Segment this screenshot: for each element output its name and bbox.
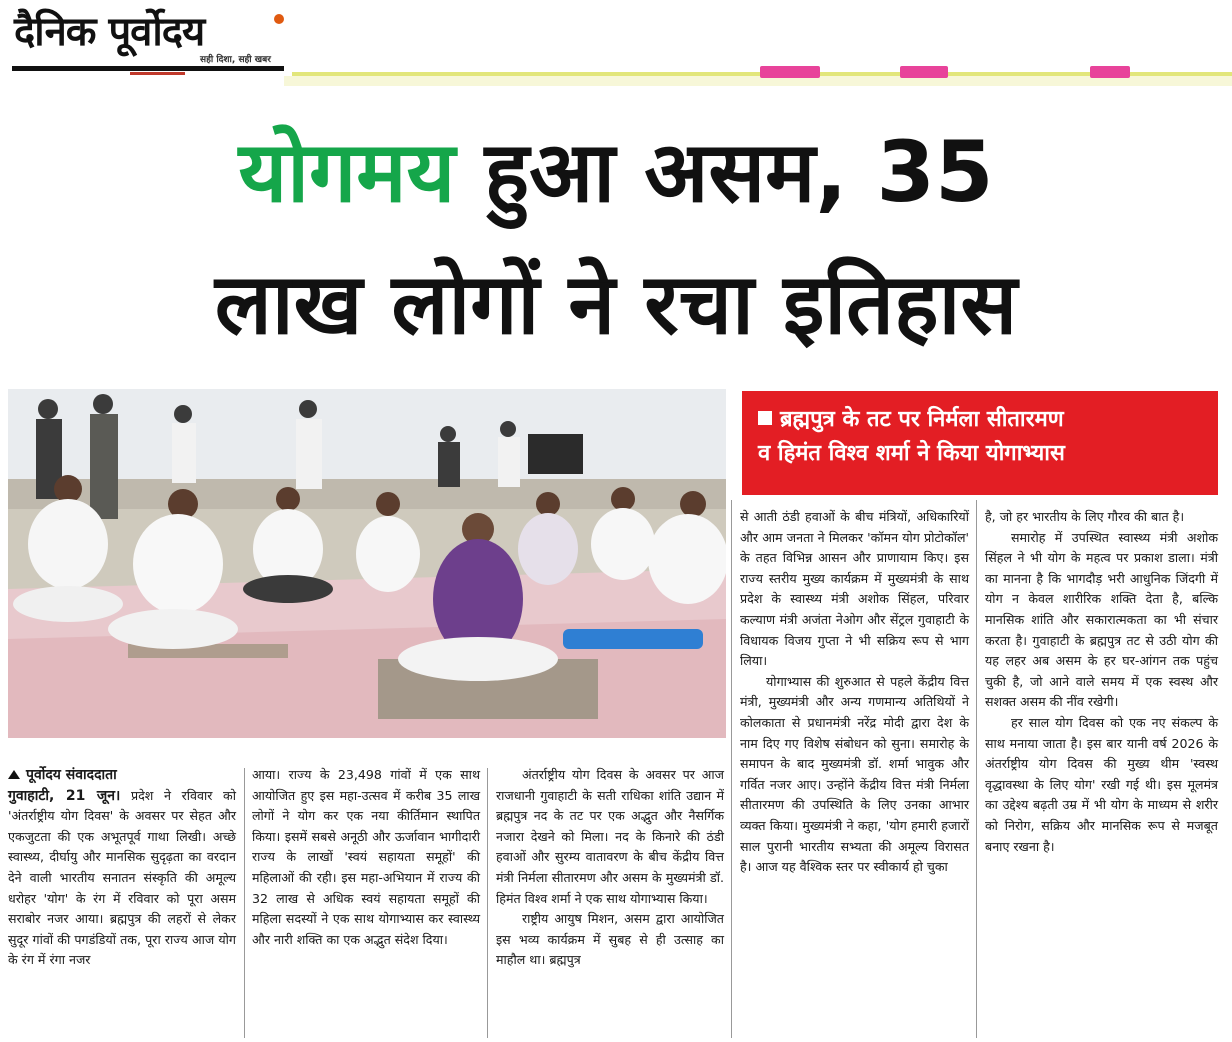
column-divider <box>731 500 732 1038</box>
article-paragraph: समारोह में उपस्थित स्वास्थ्य मंत्री अशोक सिंहल ने भी योग के महत्व पर प्रकाश डाला। मंत्री का मानना है कि भागदौड़ भरी आधुनिक जिंदगी में योग न केवल शारीरिक शक्ति देता है, बल्कि मानसिक शांति और सकारात्मकता का भी संचार करता है। गुवाहाटी के ब्रह्मपुत्र तट से उठी योग की यह लहर अब असम के हर घर-आंगन तक पहुंच चुकी है, जो आने वाले समय में एक स्वस्थ और सशक्त असम की नींव रखेगी। <box>985 529 1218 710</box>
article-text: प्रदेश ने रविवार को 'अंतर्राष्ट्रीय योग दिवस' के अवसर पर सेहत और एकजुटता की एक अभूतपूर्व गाथा लिखी। अच्छे स्वास्थ्य, दीर्घायु और मानसिक सुदृढ़ता का वरदान देने वाली भारतीय सनातन संस्कृति की अमूल्य धरोहर 'योग' के रंग में रविवार को पूरा असम सराबोर नजर आया। ब्रह्मपुत्र की लहरों से लेकर सुदूर गांवों की पगडंडियों तक, पूरा राज्य आज योग के रंग में रंगा नजर <box>8 787 236 968</box>
decorative-mark <box>900 66 948 78</box>
subheadline-line-1: ब्रह्मपुत्र के तट पर निर्मला सीतारमण <box>780 407 1064 432</box>
headline-line-1 <box>0 123 1232 221</box>
logo-accent-rule <box>130 72 185 75</box>
masthead <box>0 0 1232 78</box>
article-column-5 <box>985 507 1218 857</box>
article-column-2 <box>252 765 480 950</box>
article-column-3 <box>496 765 724 971</box>
article-paragraph: अंतर्राष्ट्रीय योग दिवस के अवसर पर आज राजधानी गुवाहाटी के सती राधिका शांति उद्यान में ब्रह्मपुत्र नद के तट पर एक अद्भुत और नैसर्गिक नजारा देखने को मिला। नद के किनारे की ठंडी हवाओं और सुरम्य वातावरण के बीच केंद्रीय वित्त मंत्री निर्मला सीतारमण और असम के मुख्यमंत्री डॉ. हिमंत विश्व शर्मा ने एक साथ योगाभ्यास किया। <box>496 767 724 906</box>
article-column-1 <box>8 765 236 971</box>
decorative-mark <box>1090 66 1130 78</box>
subheadline-box <box>742 391 1218 495</box>
article-paragraph: योगाभ्यास की शुरुआत से पहले केंद्रीय वित्त मंत्री, मुख्यमंत्री और अन्य गणमान्य अतिथियों ने कोलकाता से प्रधानमंत्री नरेंद्र मोदी द्वारा देश के नाम दिए गए विशेष संबोधन को सुना। समारोह के समापन के बाद मुख्यमंत्री डॉ. शर्मा भावुक और गर्वित नजर आए। उन्होंने केंद्रीय वित्त मंत्री निर्मला सीतारमण की उपस्थिति के लिए उनका आभार व्यक्त किया। मुख्यमंत्री ने कहा, 'योग हमारी हजारों साल पुरानी भारतीय सभ्यता की अमूल्य विरासत है। आज यह वैश्विक स्तर पर स्वीकार्य हो चुका <box>740 673 969 875</box>
article-paragraph: से आती ठंडी हवाओं के बीच मंत्रियों, अधिकारियों और आम जनता ने मिलकर 'कॉमन योग प्रोटोकॉल' के तहत विभिन्न आसन और प्राणायाम किए। इस राज्य स्तरीय मुख्य कार्यक्रम में मुख्यमंत्री के साथ प्रदेश के स्वास्थ्य मंत्री अशोक सिंहल, परिवार कल्याण मंत्री अजंता नेओग और सेंट्रल गुवाहाटी के विधायक विजय गुप्ता ने भी सक्रिय रूप से भाग लिया। <box>740 509 969 669</box>
article-paragraph: आया। राज्य के 23,498 गांवों में एक साथ आयोजित हुए इस महा-उत्सव में करीब 35 लाख लोगों ने योग कर एक नया कीर्तिमान स्थापित किया। इसमें सबसे अनूठी और ऊर्जावान भागीदारी राज्य के लाखों 'स्वयं सहायता समूहों' की महिलाओं की रही। इस महा-अभियान में राज्य की 32 लाख से अधिक स्वयं सहायता समूहों की महिला सदस्यों ने एक साथ योगाभ्यास कर स्वास्थ्य और नारी शक्ति का एक अद्भुत संदेश दिया। <box>252 767 480 947</box>
byline-triangle-icon <box>8 770 20 779</box>
decorative-mark <box>760 66 820 78</box>
yoga-event-photo <box>8 389 726 738</box>
newspaper-logo: दैनिक पूर्वोदय <box>14 9 205 55</box>
byline: पूर्वोदय संवाददाता <box>8 765 236 786</box>
article-paragraph: हर साल योग दिवस को एक नए संकल्प के साथ मनाया जाता है। इस बार यानी वर्ष 2026 के अंतर्राष्ट्रीय योग दिवस की मुख्य थीम 'स्वस्थ वृद्धावस्था के लिए योग' रखी गई थी। इस मूलमंत्र का उद्देश्य बढ़ती उम्र में भी योग के माध्यम से शरीर को निरोग, सक्रिय और मानसिक रूप से मजबूत बनाए रखना है। <box>985 714 1218 854</box>
subheadline-line-2: व हिमंत विश्व शर्मा ने किया योगाभ्यास <box>758 441 1065 466</box>
article-paragraph: है, जो हर भारतीय के लिए गौरव की बात है। <box>985 509 1185 524</box>
square-bullet-icon <box>758 411 772 425</box>
logo-dot-icon <box>274 14 284 24</box>
column-divider <box>976 500 977 1038</box>
news-photo <box>8 389 726 738</box>
column-divider <box>244 768 245 1038</box>
dateline: गुवाहाटी, 21 जून। <box>8 787 121 804</box>
newspaper-tagline: सही दिशा, सही खबर <box>200 55 271 65</box>
headline-black-text: हुआ असम, 35 <box>484 123 994 221</box>
article-column-4 <box>740 507 969 878</box>
column-divider <box>487 768 488 1038</box>
headline-line-2: लाख लोगों ने रचा इतिहास <box>214 255 1018 353</box>
article-paragraph: राष्ट्रीय आयुष मिशन, असम द्वारा आयोजित इस भव्य कार्यक्रम में सुबह से ही उत्साह का माहौल था। ब्रह्मपुत्र <box>496 911 724 968</box>
headline-green-word: योगमय <box>238 123 456 221</box>
logo-underline <box>12 66 284 71</box>
